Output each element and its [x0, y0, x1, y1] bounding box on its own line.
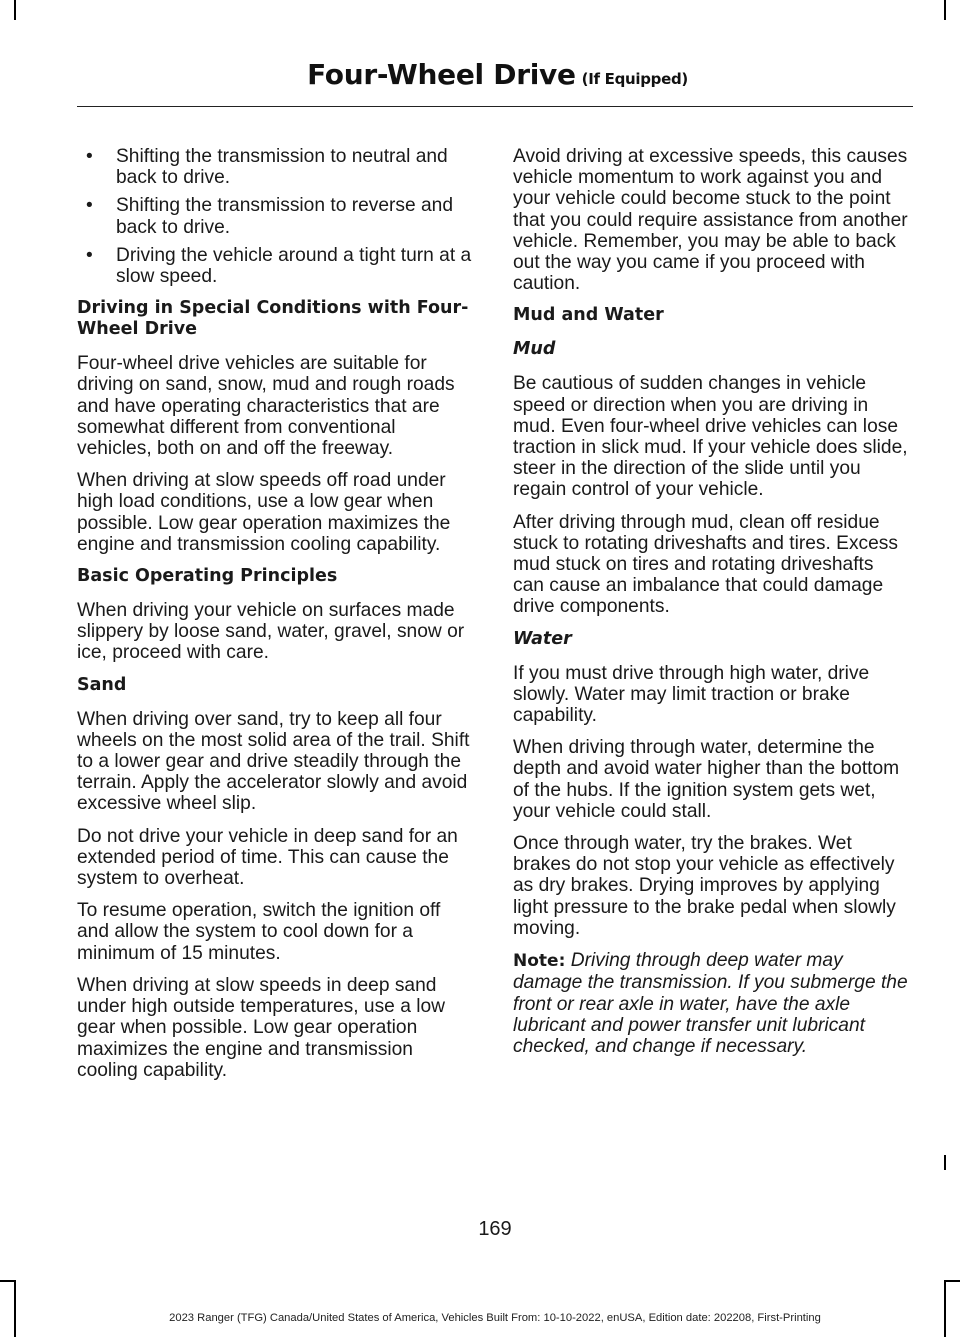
header-rule	[77, 106, 913, 107]
bullet-icon: •	[86, 195, 93, 217]
left-column	[77, 146, 474, 1092]
bullet-icon: •	[86, 244, 93, 266]
header-subtitle: (If Equipped)	[581, 70, 688, 88]
bullet-list	[77, 146, 474, 287]
paragraph: When driving over sand, try to keep all four wheels on the most solid area of the trail. Shift to a lower gear and drive steadily through the terrain. Apply the accelerator slowly and avoid excessive wheel slip.	[77, 708, 470, 815]
paragraph: Four-wheel drive vehicles are suitable for driving on sand, snow, mud and rough roads and have operating characteristics that are somewhat different from conventional vehicles, both on and off the freeway.	[77, 353, 455, 460]
paragraph: When driving at slow speeds in deep sand under high outside temperatures, use a low gear when possible. Low gear operation maximizes the engine and transmission cooling capability.	[77, 974, 445, 1081]
paragraph: When driving at slow speeds off road under high load conditions, use a low gear when possible. Low gear operation maximizes the engine and transmission cooling capability.	[77, 470, 451, 555]
basic-principles-heading: Basic Operating Principles	[77, 566, 338, 587]
crop-mark-top-right	[944, 0, 946, 20]
paragraph: After driving through mud, clean off residue stuck to rotating driveshafts and tires. Excess mud stuck on tires and rotating driveshafts can cause an imbalance that could damage drive components.	[513, 511, 898, 618]
paragraph: Do not drive your vehicle in deep sand for an extended period of time. This can cause the system to overheat.	[77, 825, 458, 890]
list-item	[77, 245, 474, 287]
bullet-icon: •	[86, 146, 93, 167]
paragraph: Avoid driving at excessive speeds, this causes vehicle momentum to work against you and your vehicle could become stuck to the point that you could require assistance from another vehicle. Remember, you may be able to back out the way you came if you proceed with caution.	[513, 146, 908, 295]
paragraph: Once through water, try the brakes. Wet brakes do not stop your vehicle as effectively as dry brakes. Drying improves by applying light pressure to the brake pedal when slowly moving.	[513, 833, 896, 939]
paragraph: To resume operation, switch the ignition off and allow the system to cool down for a minimum of 15 minutes.	[77, 900, 441, 964]
note	[513, 950, 908, 1057]
paragraph: Be cautious of sudden changes in vehicle speed or direction when you are driving in mud. Even four-wheel drive vehicles can lose traction in slick mud. If your vehicle does slide, steer in the direction of the slide until you regain control of your vehicle.	[513, 373, 908, 501]
right-column	[513, 146, 908, 1068]
crop-mark-bottom-right	[944, 1280, 946, 1337]
sand-heading: Sand	[77, 674, 127, 695]
bullet-text: Driving the vehicle around a tight turn at a slow speed.	[116, 244, 472, 288]
crop-mark-bottom-right-corner	[944, 1280, 960, 1282]
bullet-text: Shifting the transmission to reverse and back to drive.	[116, 195, 454, 238]
paragraph: If you must drive through high water, drive slowly. Water may limit traction or brake capability.	[513, 662, 870, 727]
list-item	[77, 195, 474, 237]
list-item	[77, 146, 474, 188]
crop-mark-top-left	[14, 0, 16, 20]
note-label: Note:	[513, 951, 566, 972]
mud-heading: Mud	[513, 339, 556, 360]
footer-text: 2023 Ranger (TFG) Canada/United States of America, Vehicles Built From: 10-10-2022, enUSA, Edition date: 202208, First-Printing	[169, 1312, 821, 1324]
page-number: 169	[478, 1218, 512, 1240]
note-text: Driving through deep water may damage the transmission. If you submerge the front or rear axle in water, have the axle lubricant and power transfer unit lubricant checked, and change if necessary.	[513, 950, 908, 1057]
special-conditions-heading: Driving in Special Conditions with Four-Wheel Drive	[77, 298, 469, 340]
bullet-text: Shifting the transmission to neutral and back to drive.	[116, 146, 448, 189]
water-heading: Water	[513, 628, 572, 649]
crop-mark-right-edge	[944, 1155, 946, 1170]
paragraph: When driving through water, determine the depth and avoid water higher than the bottom of the hubs. If the ignition system gets wet, your vehicle could stall.	[513, 737, 900, 822]
crop-mark-bottom-left	[14, 1280, 16, 1337]
page-header	[307, 58, 688, 91]
mud-water-heading: Mud and Water	[513, 305, 664, 326]
header-title: Four-Wheel Drive	[307, 58, 576, 91]
paragraph: When driving your vehicle on surfaces made slippery by loose sand, water, gravel, snow or ice, proceed with care.	[77, 600, 465, 664]
